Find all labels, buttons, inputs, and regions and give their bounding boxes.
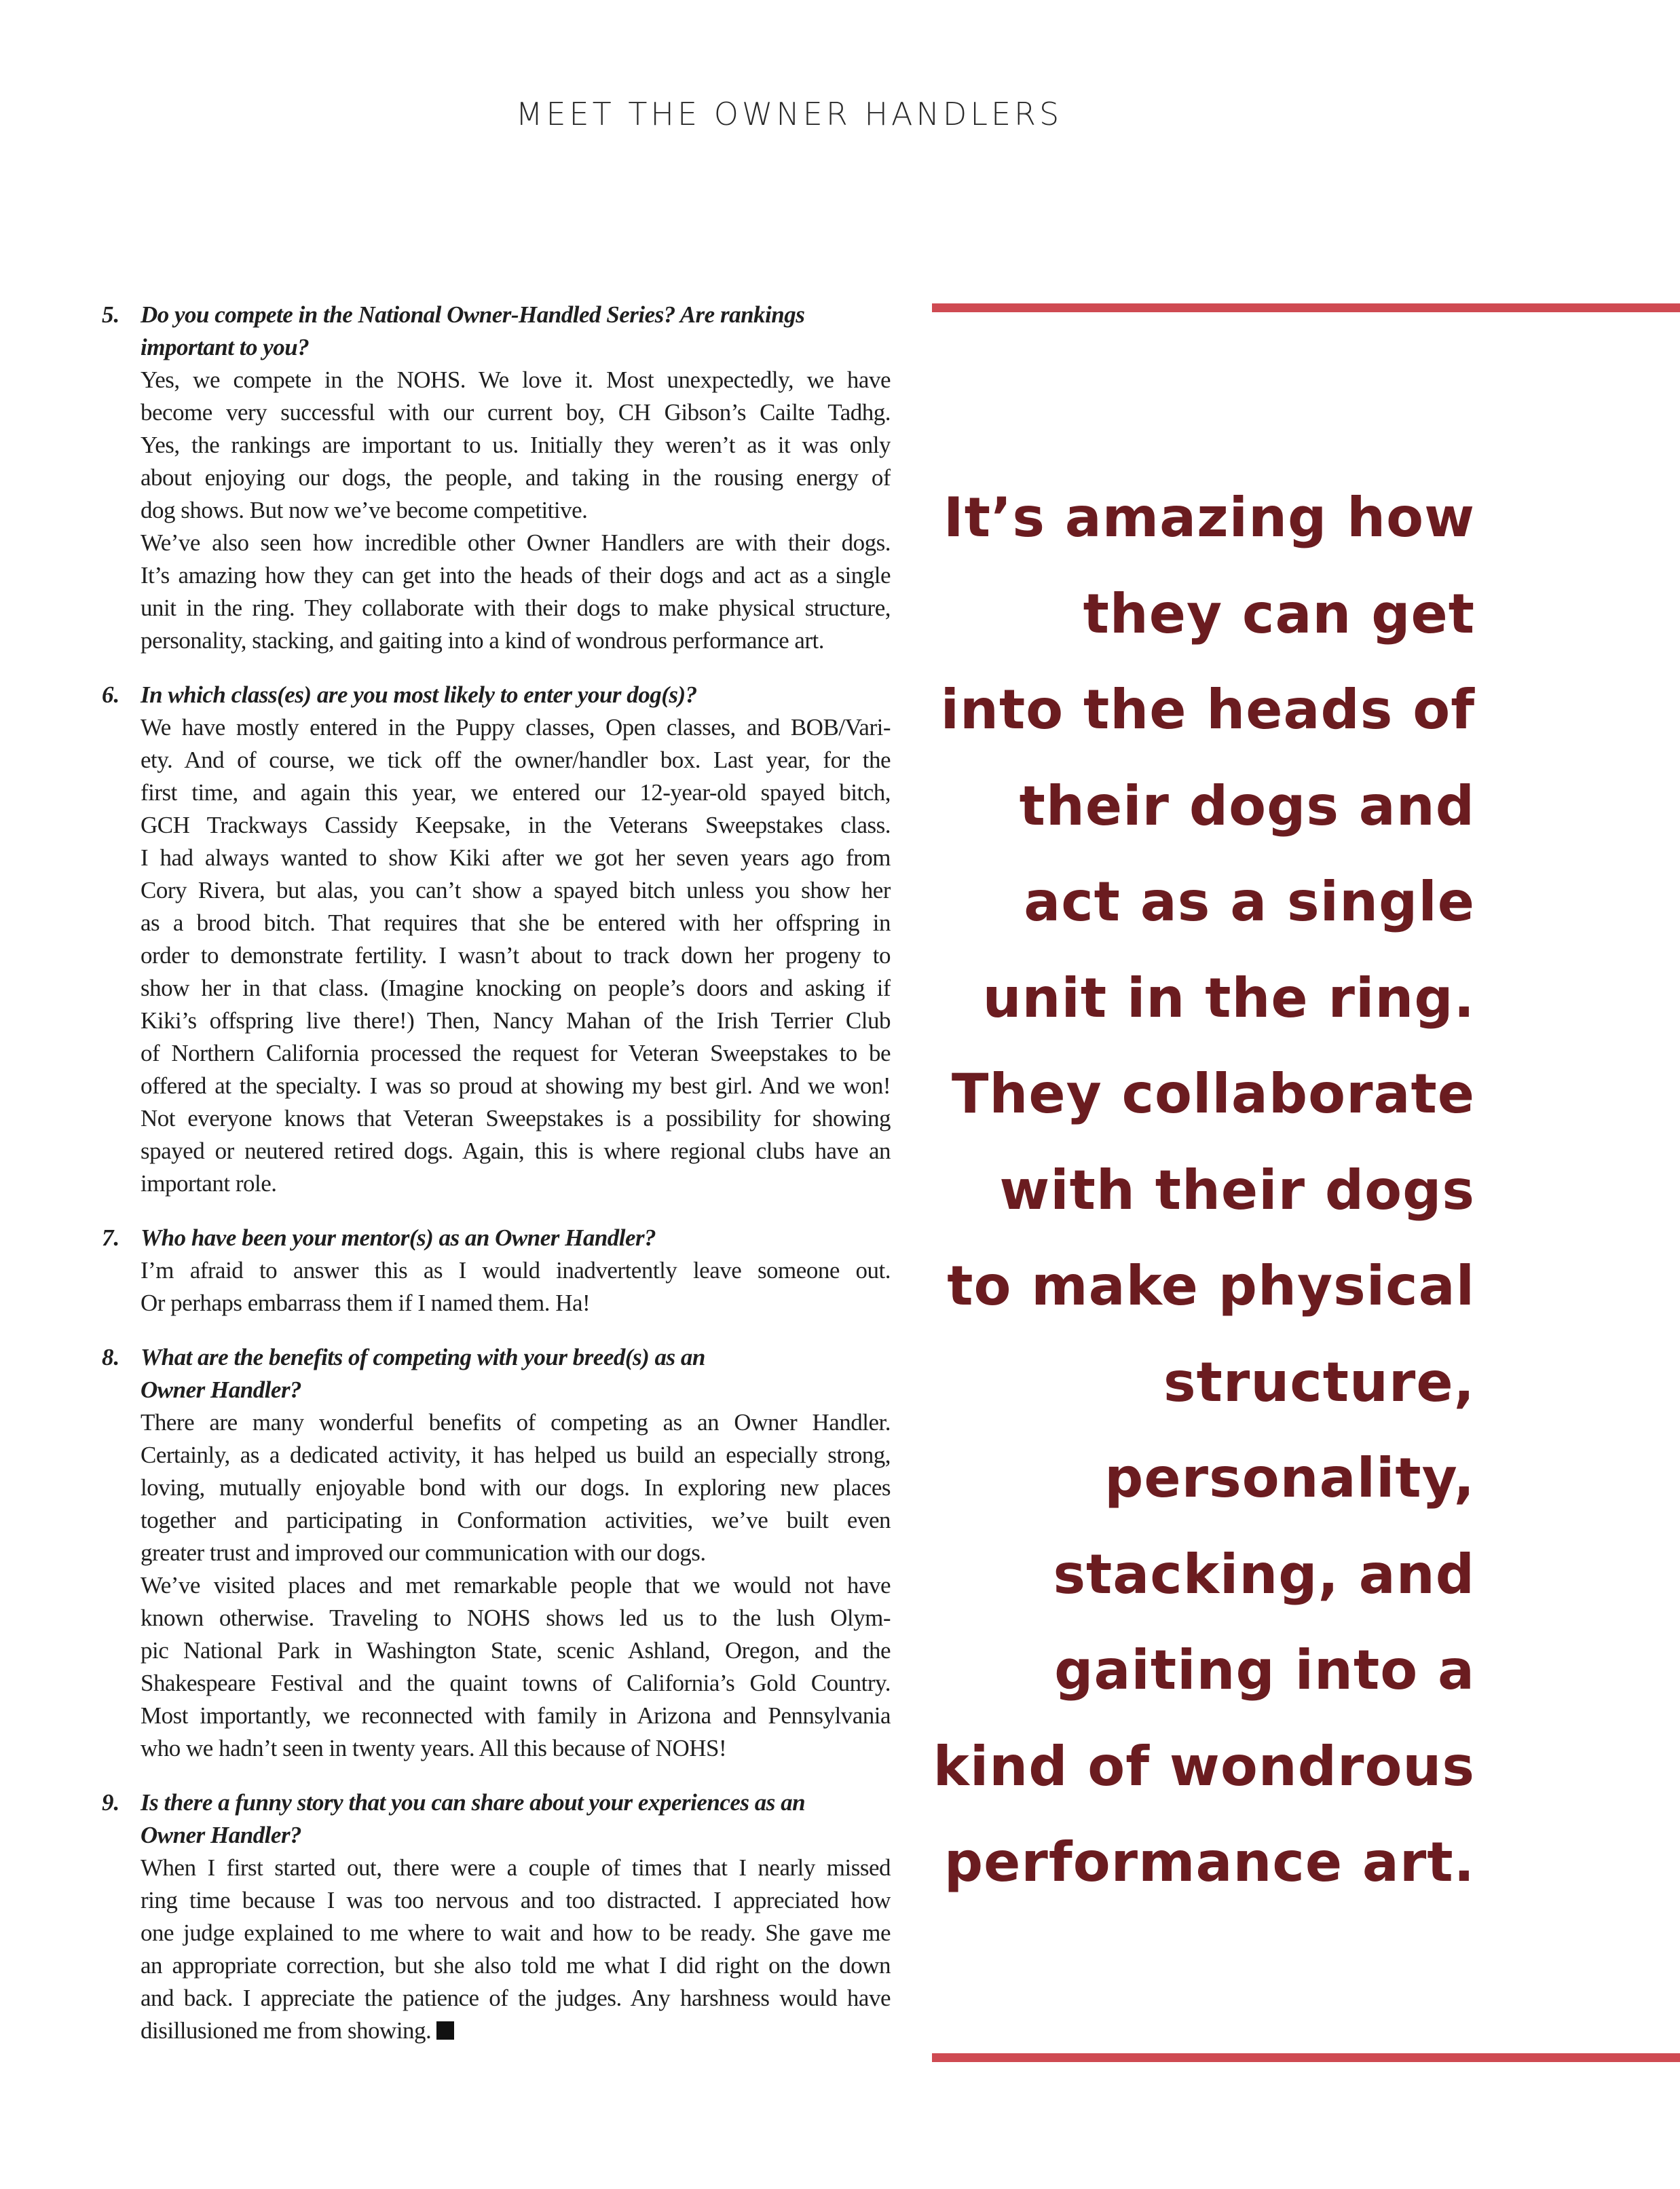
pull-quote-line: unit in the ring. bbox=[982, 966, 1475, 1030]
answer-line: known otherwise. Traveling to NOHS shows led us to the lush Olym- bbox=[141, 1605, 891, 1631]
answer-line: loving, mutually enjoyable bond with our dogs. In exploring new places bbox=[141, 1474, 891, 1501]
answer-line: and back. I appreciate the patience of the judges. Any harshness would have bbox=[141, 1985, 891, 2011]
answer-line: I’m afraid to answer this as I would inadvertently leave someone out. bbox=[141, 1257, 891, 1284]
answer-line: dog shows. But now we’ve become competitive. bbox=[141, 497, 588, 523]
pull-quote-line: structure, bbox=[1163, 1350, 1475, 1414]
answer-line: Kiki’s offspring live there!) Then, Nancy Mahan of the Irish Terrier Club bbox=[141, 1007, 891, 1034]
answer-line: Cory Rivera, but alas, you can’t show a spayed bitch unless you show her bbox=[141, 877, 891, 903]
pull-quote-line: It’s amazing how bbox=[943, 486, 1475, 549]
answer-line: Yes, the rankings are important to us. Initially they weren’t as it was only bbox=[141, 432, 891, 458]
qa-item-5 bbox=[102, 299, 891, 657]
qa-item-9 bbox=[102, 1786, 891, 2047]
running-header: MEET THE OWNER HANDLERS bbox=[515, 96, 1063, 132]
answer-line: ring time because I was too nervous and too distracted. I appreciated how bbox=[141, 1887, 891, 1913]
answer-line: We’ve also seen how incredible other Owner Handlers are with their dogs. bbox=[141, 529, 891, 556]
question-text: Do you compete in the National Owner-Handled Series? Are rankings bbox=[141, 301, 805, 328]
answer-line: We have mostly entered in the Puppy classes, Open classes, and BOB/Vari- bbox=[141, 714, 891, 741]
answer-line: Yes, we compete in the NOHS. We love it. Most unexpectedly, we have bbox=[141, 367, 891, 393]
answer-line: who we hadn’t seen in twenty years. All this because of NOHS! bbox=[141, 1735, 727, 1761]
pull-quote bbox=[932, 470, 1475, 1911]
pull-quote-line: They collaborate bbox=[951, 1062, 1475, 1125]
answer-line: ety. And of course, we tick off the owner/handler box. Last year, for the bbox=[141, 747, 891, 773]
answer-line: of Northern California processed the request for Veteran Sweepstakes to be bbox=[141, 1040, 891, 1066]
question-number: 9. bbox=[102, 1789, 120, 1816]
pull-quote-bottom-rule bbox=[932, 2053, 1680, 2062]
question-number: 7. bbox=[102, 1224, 120, 1251]
answer-line: one judge explained to me where to wait and how to be ready. She gave me bbox=[141, 1920, 891, 1946]
answer-line: Most importantly, we reconnected with family in Arizona and Pennsylvania bbox=[141, 1702, 891, 1729]
answer-line: Not everyone knows that Veteran Sweepstakes is a possibility for showing bbox=[141, 1105, 891, 1131]
answer-line: I had always wanted to show Kiki after we got her seven years ago from bbox=[141, 844, 891, 871]
answer-line: order to demonstrate fertility. I wasn’t about to track down her progeny to bbox=[141, 942, 891, 969]
answer-line: first time, and again this year, we entered our 12-year-old spayed bitch, bbox=[141, 779, 891, 806]
answer-line: disillusioned me from showing. bbox=[141, 2015, 891, 2047]
answer-line: There are many wonderful benefits of competing as an Owner Handler. bbox=[141, 1409, 891, 1436]
answer-line: as a brood bitch. That requires that she be entered with her offspring in bbox=[141, 910, 891, 936]
question-number: 6. bbox=[102, 681, 120, 708]
pull-quote-line: act as a single bbox=[1024, 870, 1475, 933]
answer-line: pic National Park in Washington State, scenic Ashland, Oregon, and the bbox=[141, 1637, 891, 1664]
question-text: What are the benefits of competing with your breed(s) as an bbox=[141, 1344, 705, 1370]
answer-line: personality, stacking, and gaiting into a kind of wondrous performance art. bbox=[141, 627, 825, 654]
answer-line: unit in the ring. They collaborate with their dogs to make physical structure, bbox=[141, 595, 891, 621]
answer-line: When I first started out, there were a couple of times that I nearly missed bbox=[141, 1854, 891, 1881]
answer-line: become very successful with our current boy, CH Gibson’s Cailte Tadhg. bbox=[141, 399, 891, 426]
qa-item-7 bbox=[102, 1222, 891, 1320]
pull-quote-line: stacking, and bbox=[1053, 1542, 1475, 1606]
question-text: important to you? bbox=[141, 334, 310, 360]
answer-line: Certainly, as a dedicated activity, it has helped us build an especially strong, bbox=[141, 1442, 891, 1468]
pull-quote-line: with their dogs bbox=[999, 1158, 1475, 1222]
pull-quote-line: personality, bbox=[1104, 1446, 1475, 1510]
qa-column bbox=[102, 299, 891, 2069]
question-number: 8. bbox=[102, 1344, 120, 1370]
qa-item-8 bbox=[102, 1341, 891, 1765]
pull-quote-line: performance art. bbox=[944, 1831, 1475, 1894]
pull-quote-line: gaiting into a bbox=[1054, 1639, 1475, 1702]
pull-quote-line: their dogs and bbox=[1019, 774, 1475, 838]
answer-line: show her in that class. (Imagine knocking on people’s doors and asking if bbox=[141, 975, 891, 1001]
answer-line: Or perhaps embarrass them if I named them. Ha! bbox=[141, 1290, 591, 1316]
answer-line: greater trust and improved our communication with our dogs. bbox=[141, 1539, 706, 1566]
pull-quote-line: kind of wondrous bbox=[933, 1734, 1475, 1798]
pull-quote-top-rule bbox=[932, 303, 1680, 312]
question-number: 5. bbox=[102, 301, 120, 328]
answer-line: We’ve visited places and met remarkable people that we would not have bbox=[141, 1572, 891, 1598]
answer-line: Shakespeare Festival and the quaint towns of California’s Gold Country. bbox=[141, 1670, 891, 1696]
question-text: Owner Handler? bbox=[141, 1377, 302, 1403]
answer-line: spayed or neutered retired dogs. Again, this is where regional clubs have an bbox=[141, 1138, 891, 1164]
pull-quote-line: into the heads of bbox=[940, 678, 1475, 741]
end-of-article-square-icon bbox=[436, 2021, 454, 2040]
question-text: Who have been your mentor(s) as an Owner Handler? bbox=[141, 1224, 656, 1251]
question-text: In which class(es) are you most likely to enter your dog(s)? bbox=[141, 681, 697, 708]
qa-item-6 bbox=[102, 679, 891, 1200]
answer-line: offered at the specialty. I was so proud at showing my best girl. And we won! bbox=[141, 1072, 891, 1099]
pull-quote-line: they can get bbox=[1083, 582, 1475, 646]
answer-line: together and participating in Conformation activities, we’ve built even bbox=[141, 1507, 891, 1533]
answer-line: It’s amazing how they can get into the heads of their dogs and act as a single bbox=[141, 562, 891, 588]
pull-quote-line: to make physical bbox=[947, 1254, 1475, 1317]
answer-line: important role. bbox=[141, 1170, 277, 1197]
answer-line: about enjoying our dogs, the people, and taking in the rousing energy of bbox=[141, 464, 891, 491]
answer-line: GCH Trackways Cassidy Keepsake, in the Veterans Sweepstakes class. bbox=[141, 812, 891, 838]
answer-line: an appropriate correction, but she also told me what I did right on the down bbox=[141, 1952, 891, 1979]
question-text: Is there a funny story that you can share about your experiences as an bbox=[141, 1789, 806, 1816]
question-text: Owner Handler? bbox=[141, 1822, 302, 1848]
